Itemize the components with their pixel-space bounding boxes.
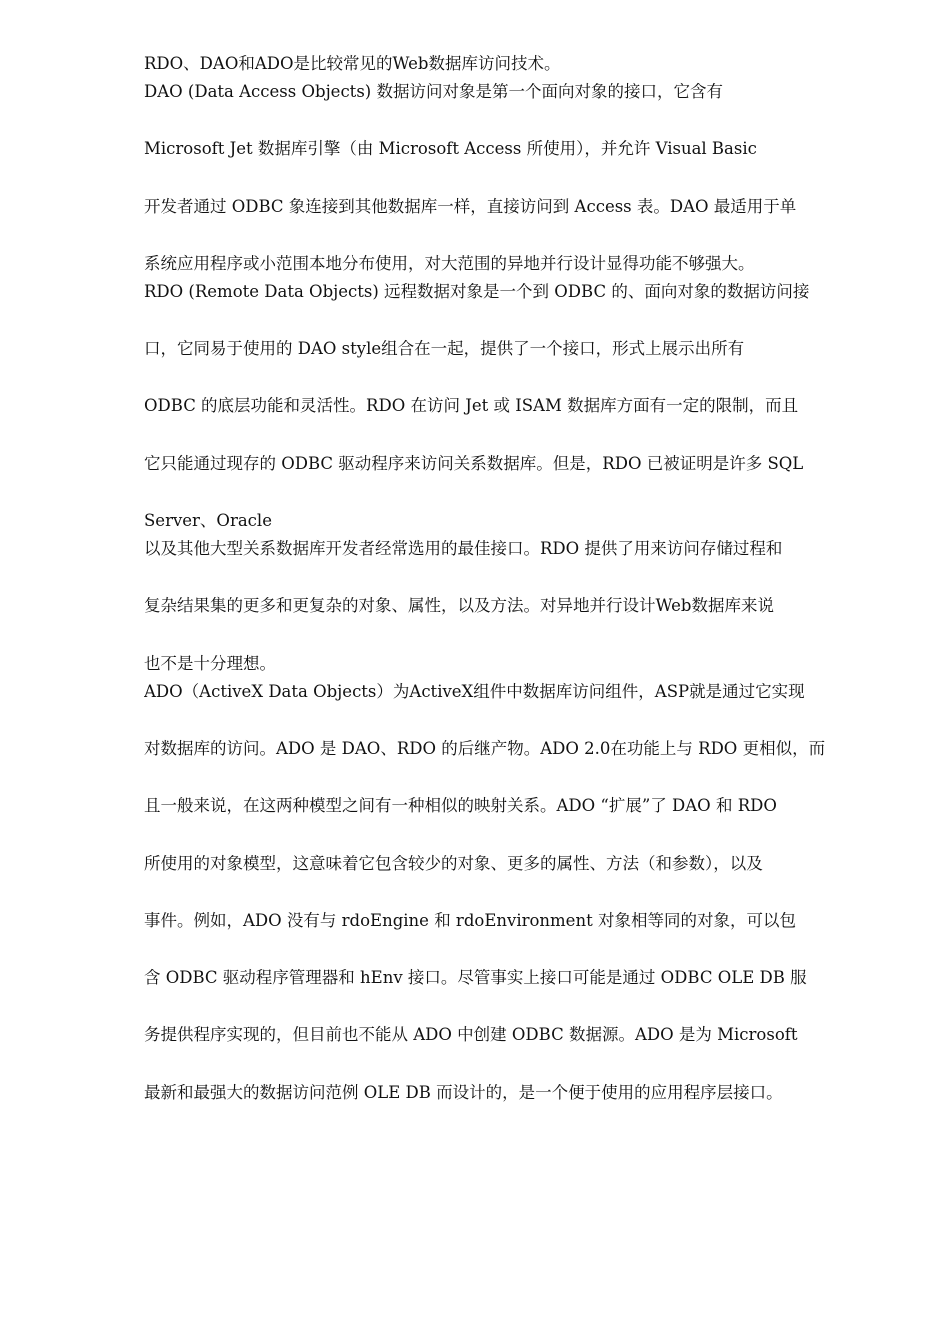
text-line: 系统应用程序或小范围本地分布使用，对大范围的异地并行设计显得功能不够强大。 (144, 253, 755, 273)
document-body (144, 50, 879, 1136)
text-line: 含 ODBC 驱动程序管理器和 hEnv 接口。尽管事实上接口可能是通过 ODBC OLE DB 服 (144, 968, 807, 988)
text-line: 复杂结果集的更多和更复杂的对象、属性，以及方法。对异地并行设计Web数据库来说 (144, 596, 774, 616)
text-line: 以及其他大型关系数据库开发者经常选用的最佳接口。RDO 提供了用来访问存储过程和 (144, 539, 783, 559)
text-line: 且一般来说，在这两种模型之间有一种相似的映射关系。ADO “扩展”了 DAO 和 RDO (144, 796, 777, 816)
text-line: DAO (Data Access Objects) 数据访问对象是第一个面向对象的接口，它含有 (144, 82, 723, 101)
text-line: Server、Oracle (144, 511, 272, 531)
text-line: 它只能通过现存的 ODBC 驱动程序来访问关系数据库。但是，RDO 已被证明是许多 SQL (144, 453, 804, 473)
text-line: 所使用的对象模型，这意味着它包含较少的对象、更多的属性、方法（和参数），以及 (144, 853, 763, 873)
text-line: 也不是十分理想。 (144, 653, 276, 673)
text-line: 事件。例如，ADO 没有与 rdoEngine 和 rdoEnvironment 对象相等同的对象，可以包 (144, 910, 796, 930)
text-line: ODBC 的底层功能和灵活性。RDO 在访问 Jet 或 ISAM 数据库方面有一定的限制，而且 (144, 396, 799, 416)
text-line: 口，它同易于使用的 DAO style组合在一起，提供了一个接口，形式上展示出所有 (144, 339, 745, 359)
text-line: 开发者通过 ODBC 象连接到其他数据库一样，直接访问到 Access 表。DAO 最适用于单 (144, 196, 797, 216)
text-line: RDO (Remote Data Objects) 远程数据对象是一个到 ODBC 的、面向对象的数据访问接 (144, 281, 810, 301)
text-line: 务提供程序实现的，但目前也不能从 ADO 中创建 ODBC 数据源。ADO 是为 Microsoft (144, 1025, 798, 1045)
text-line: 最新和最强大的数据访问范例 OLE DB 而设计的，是一个便于使用的应用程序层接口。 (144, 1082, 783, 1102)
text-line: Microsoft Jet 数据库引擎（由 Microsoft Access 所使用），并允许 Visual Basic (144, 139, 757, 159)
text-line: 对数据库的访问。ADO 是 DAO、RDO 的后继产物。ADO 2.0在功能上与 RDO 更相似，而 (144, 738, 826, 758)
text-line: RDO、DAO和ADO是比较常见的Web数据库访问技术。 (144, 54, 561, 73)
text-line: ADO（ActiveX Data Objects）为ActiveX组件中数据库访问组件，ASP就是通过它实现 (144, 681, 805, 701)
